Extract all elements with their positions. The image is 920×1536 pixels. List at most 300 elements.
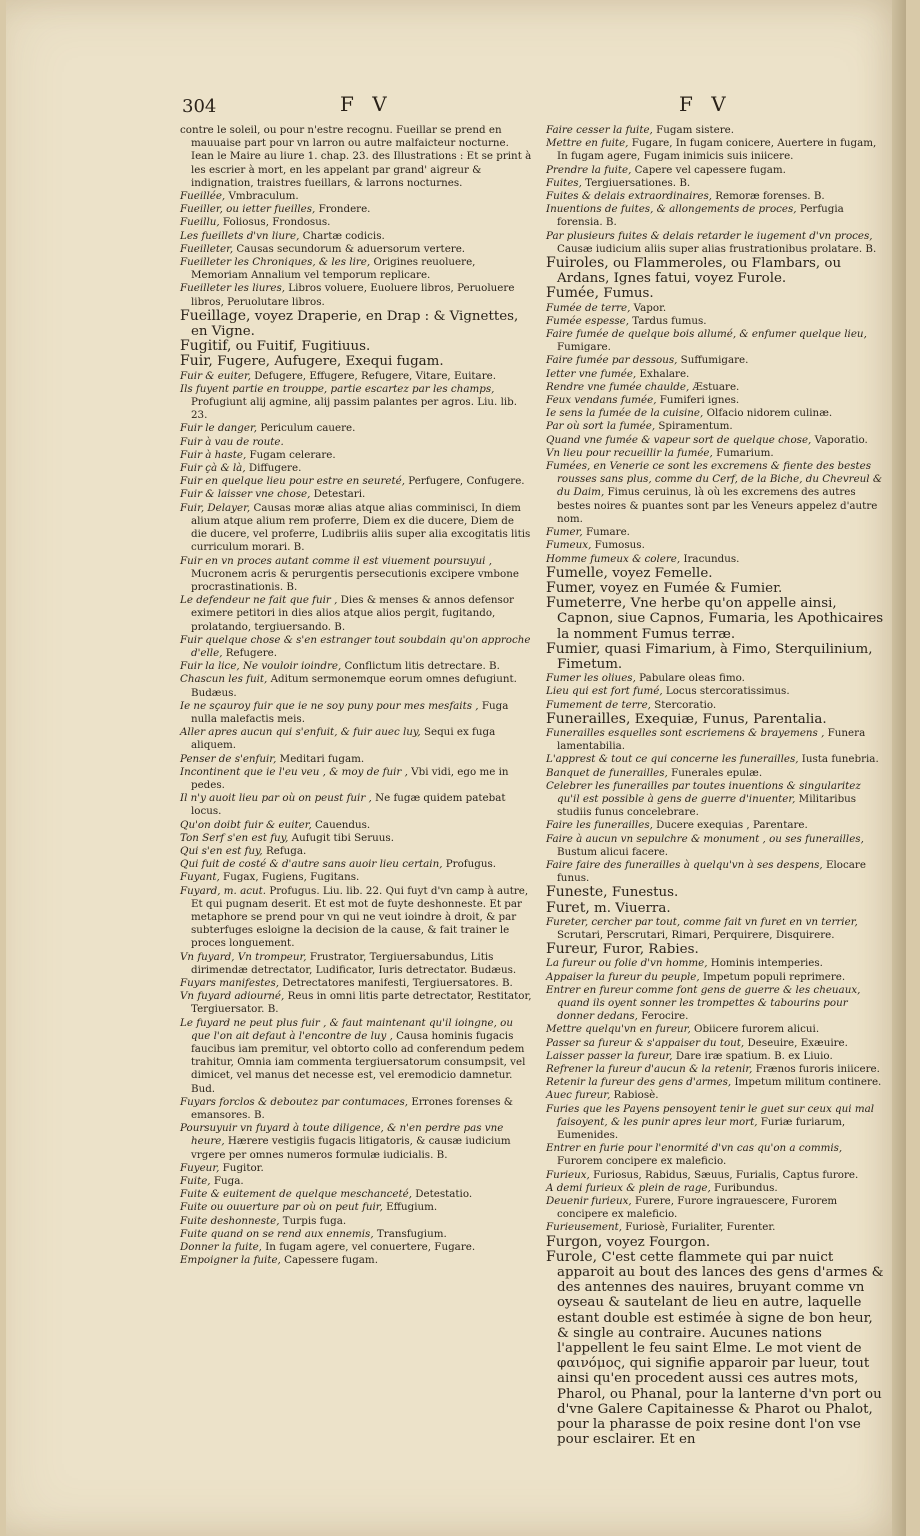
entry-text: Profugus. Liu. lib. 22. Qui fuyt d'vn camp à autre, Et qui pugnam deserit. Et est mot de fuyte deshonneste. Et par metaphore se prend pour vn qui ne veut ioindre à droit, & par subterfuges esloigne la decision de la cause, & fait trainer le proces longuement.	[191, 884, 529, 950]
entry-text: Transfugium.	[373, 1227, 447, 1240]
entry-text: Rabiosè.	[610, 1089, 659, 1102]
entry-text: Vaporatio.	[811, 433, 868, 446]
entry-text: In fugam agere, vel conuertere, Fugare.	[261, 1241, 476, 1254]
dictionary-entry	[546, 1182, 886, 1195]
entry-headword: Ie sens la fumée de la cuisine,	[546, 407, 704, 420]
entry-text: Vbi vidi, ego me in pedes.	[191, 765, 509, 791]
entry-headword: Fumeterre,	[546, 595, 627, 612]
dictionary-entry	[180, 370, 532, 383]
entry-headword: Faire les funerailles,	[546, 819, 653, 832]
entry-text: Profugus.	[442, 858, 497, 871]
dictionary-entry	[180, 1175, 532, 1188]
entry-text: Diffugere.	[245, 462, 302, 475]
entry-text: Detestari.	[310, 488, 366, 501]
entry-headword: Quand vne fumée & vapeur sort de quelque chose,	[546, 433, 812, 446]
entry-headword: Ils fuyent partie en trouppe, partie escartez par les champs,	[180, 382, 495, 395]
entry-headword: Auec fureur,	[546, 1089, 611, 1102]
dictionary-entry	[546, 1103, 886, 1143]
entry-text: Remoræ forenses. B.	[712, 190, 825, 203]
entry-text: Effugium.	[382, 1201, 438, 1214]
entry-headword: Deuenir furieux,	[546, 1195, 632, 1208]
entry-headword: Faire faire des funerailles à quelqu'vn à ses despens,	[546, 858, 823, 871]
entry-headword: Inuentions de fuites, & allongements de proces,	[546, 203, 797, 216]
entry-headword: Fuites & delais extraordinaires,	[546, 190, 713, 203]
page-number: 304	[182, 96, 217, 117]
dictionary-entry	[546, 971, 886, 984]
entry-text: Tardus fumus.	[629, 314, 707, 327]
dictionary-entry	[546, 190, 886, 203]
dictionary-entry	[180, 449, 532, 462]
entry-headword: Qui s'en est fuy,	[180, 844, 263, 857]
entry-headword: Fuir & euiter,	[180, 369, 252, 382]
entry-text: m. Viuerra.	[589, 900, 671, 916]
dictionary-entry	[546, 685, 886, 698]
dictionary-entry	[546, 901, 886, 916]
dictionary-entry	[180, 488, 532, 501]
entry-text: Militaribus studiis funus concelebrare.	[557, 792, 857, 819]
entry-headword: Fuites,	[546, 176, 582, 189]
dictionary-entry	[546, 1089, 886, 1102]
dictionary-entry	[546, 230, 886, 256]
dictionary-entry	[180, 1188, 532, 1201]
entry-headword: Vn lieu pour recueillir la fumée,	[546, 446, 713, 459]
entry-headword: Fuir çà & là,	[180, 462, 246, 475]
dictionary-entry	[180, 792, 532, 818]
entry-headword: Furies que les Payens pensoyent tenir le guet sur ceux qui mal faisoyent, & les punir apres leur mort,	[546, 1102, 875, 1128]
entry-headword: Faire cesser la fuite,	[546, 124, 653, 136]
entry-headword: Mettre quelqu'vn en fureur,	[546, 1023, 691, 1036]
dictionary-entry	[180, 634, 532, 660]
dictionary-entry	[180, 354, 532, 369]
dictionary-entry	[546, 164, 886, 177]
entry-text: Fimus ceruinus, là où les excremens des autres bestes noires & puantes sont par les Veneurs appelez d'autre nom.	[557, 486, 878, 525]
dictionary-entry	[180, 309, 532, 339]
entry-headword: Refrener la fureur d'aucun & la retenir,	[546, 1063, 753, 1076]
dictionary-entry	[546, 1023, 886, 1036]
dictionary-entry	[546, 407, 886, 420]
entry-text: Aditum sermonemque eorum omnes defugiunt. Budæus.	[191, 673, 517, 699]
right-column	[546, 124, 886, 1448]
entry-headword: Homme fumeux & colere,	[546, 552, 681, 565]
entry-text: Frænos furoris iniicere.	[752, 1063, 880, 1076]
entry-headword: Fueiller, ou ietter fueilles,	[180, 203, 316, 216]
entry-headword: Vn fuyard, Vn trompeur,	[180, 950, 307, 963]
entry-headword: Faire à aucun vn sepulchre & monument , ou ses funerailles,	[546, 832, 864, 845]
entry-text: Fumarium.	[712, 446, 774, 459]
dictionary-entry	[546, 539, 886, 552]
entry-headword: Fueillu,	[180, 216, 220, 229]
entry-headword: Funerailles,	[546, 710, 631, 727]
entry-headword: Ie ne sçauroy fuir que ie ne soy puny pour mes mesfaits ,	[180, 699, 479, 712]
entry-text: Defugere, Effugere, Refugere, Vitare, Euitare.	[251, 369, 496, 382]
entry-headword: Furgon,	[546, 1233, 603, 1250]
entry-text: Fugam sistere.	[652, 124, 735, 136]
entry-headword: Fuir quelque chose & s'en estranger tout soubdain qu'on approche d'elle,	[180, 633, 531, 659]
dictionary-entry	[180, 190, 532, 203]
entry-headword: Fuite deshonneste,	[180, 1214, 280, 1227]
dictionary-entry	[546, 460, 886, 526]
dictionary-entry	[546, 447, 886, 460]
dictionary-entry	[546, 767, 886, 780]
entry-headword: Fumer,	[546, 579, 596, 596]
dictionary-entry	[546, 1076, 886, 1089]
entry-text: Obiicere furorem alicui.	[690, 1023, 820, 1036]
entry-text: Perfugia forensia. B.	[557, 203, 844, 229]
entry-headword: Fuite,	[180, 1175, 211, 1188]
entry-text: Fugax, Fugiens, Fugitans.	[219, 871, 360, 884]
entry-text: Vne herbe qu'on appelle ainsi, Capnon, siue Capnos, Fumaria, les Apothicaires la nomment Fumus terræ.	[557, 596, 884, 642]
entry-text: Suffumigare.	[677, 354, 749, 367]
entry-text: Tergiuersationes. B.	[581, 176, 691, 189]
entry-text: Profugiunt alij agmine, alij passim palantes per agros. Liu. lib. 23.	[191, 396, 518, 422]
entry-headword: Fumée,	[546, 285, 600, 302]
dictionary-entry	[180, 726, 532, 752]
dictionary-entry	[180, 885, 532, 951]
entry-text: Hominis intemperies.	[707, 957, 823, 970]
dictionary-entry	[546, 780, 886, 820]
entry-headword: Ton Serf s'en est fuy,	[180, 831, 289, 844]
dictionary-entry	[180, 282, 532, 308]
entry-text: Æstuare.	[689, 380, 740, 393]
entry-text: Funera lamentabilia.	[557, 726, 866, 753]
entry-headword: Fuir la lice, Ne vouloir ioindre,	[180, 660, 342, 673]
entry-text: Frondere.	[315, 203, 371, 216]
entry-headword: Fuite & euitement de quelque meschanceté,	[180, 1188, 412, 1201]
entry-text: Furor, Rabies.	[598, 942, 699, 958]
entry-text: Causas secundorum & aduersorum vertere.	[233, 242, 466, 255]
entry-headword: Fumée espesse,	[546, 314, 629, 327]
dictionary-entry	[546, 137, 886, 163]
entry-headword: Fuyant,	[180, 871, 220, 884]
dictionary-entry	[180, 230, 532, 243]
entry-headword: Fumer les oliues,	[546, 672, 636, 685]
running-head-right: F V	[679, 92, 732, 116]
dictionary-entry	[180, 1162, 532, 1175]
dictionary-entry	[180, 990, 532, 1016]
dictionary-entry	[546, 302, 886, 315]
entry-headword: Fumer,	[546, 526, 583, 539]
dictionary-entry	[180, 555, 532, 595]
entry-headword: Fuir, Delayer,	[180, 501, 251, 514]
entry-headword: Celebrer les funerailles par toutes inuentions & singularitez qu'il est possible à gens de guerre d'inuenter,	[546, 779, 861, 805]
entry-text: Funestus.	[607, 885, 679, 901]
entry-headword: Qu'on doibt fuir & euiter,	[180, 818, 312, 831]
dictionary-entry	[546, 256, 886, 286]
dictionary-entry	[546, 957, 886, 970]
dictionary-entry	[546, 833, 886, 859]
dictionary-entry	[546, 859, 886, 885]
entry-text: Ferocire.	[637, 1010, 689, 1023]
entry-headword: Fueilleter les liures,	[180, 282, 286, 295]
entry-text: Deseuire, Exæuire.	[744, 1036, 848, 1049]
entry-headword: Ietter vne fumée,	[546, 367, 637, 380]
entry-text: ou Fuitif, Fugitiuus.	[231, 339, 371, 355]
entry-text: Impetum militum continere.	[731, 1076, 882, 1089]
entry-text: Furere, Furore ingrauescere, Furorem concipere ex maleficio.	[557, 1195, 838, 1221]
entry-text: Fuga nulla malefactis meis.	[191, 699, 509, 725]
entry-headword: Rendre vne fumée chaulde,	[546, 380, 690, 393]
entry-headword: Fugitif,	[180, 338, 232, 355]
entry-headword: Entrer en furie pour l'enormité d'vn cas qu'on a commis,	[546, 1142, 843, 1155]
dictionary-entry	[546, 1050, 886, 1063]
entry-text: Furibundus.	[710, 1181, 778, 1194]
entry-text: Vmbraculum.	[225, 190, 299, 203]
entry-text: contre le soleil, ou pour n'estre recognu. Fueillar se prend en mauuaise part pour vn larron ou autre malfaicteur nocturne. Iean le Maire au liure 1. chap. 23. des Illustrations : Et se print à les escrier à mort, en les appelant par grand' aigreur & indignation, traistres fueillars, & larrons nocturnes.	[180, 124, 532, 189]
dictionary-entry	[180, 977, 532, 990]
entry-headword: Fuir le danger,	[180, 422, 258, 435]
entry-text: Bustum alicui facere.	[557, 845, 669, 858]
entry-headword: Fueillage,	[180, 307, 251, 324]
dictionary-entry	[180, 1017, 532, 1096]
entry-headword: Poursuyuir vn fuyard à toute diligence, & n'en perdre pas vne heure,	[180, 1122, 504, 1148]
entry-text: Hærere vestigiis fugacis litigatoris, & causæ iudicium vrgere per omnes numeros formulæ iudicialis. B.	[191, 1135, 511, 1161]
dictionary-entry	[180, 871, 532, 884]
dictionary-entry	[180, 462, 532, 475]
entry-headword: Incontinent que ie l'eu veu , & moy de fuir ,	[180, 765, 408, 778]
entry-text: Impetum populi reprimere.	[699, 970, 846, 983]
dictionary-entry	[546, 1169, 886, 1182]
entry-headword: Le defendeur ne fait que fuir ,	[180, 594, 338, 607]
entry-text: Fugitor.	[219, 1161, 264, 1174]
dictionary-entry	[180, 1241, 532, 1254]
dictionary-entry	[546, 526, 886, 539]
entry-headword: Furet,	[546, 899, 590, 916]
dictionary-entry	[546, 203, 886, 229]
dictionary-entry	[546, 354, 886, 367]
entry-text: Origines reuoluere, Memoriam Annalium vel temporum replicare.	[191, 256, 476, 282]
dictionary-entry	[180, 673, 532, 699]
entry-text: Causa hominis fugacis faucibus iam premitur, vel obtorto collo ad conferendum pedem trahitur, Omnia iam commenta tergiuersatorum consumpsit, vel dimicet, vel manus det necesse est, vel eremodicio damnetur. Bud.	[191, 1029, 526, 1095]
entry-text: Fumigare.	[557, 341, 611, 354]
running-head-left: F V	[340, 92, 393, 116]
entry-text: Errones forenses & emansores. B.	[191, 1095, 513, 1122]
entry-text: voyez en Fumée & Fumier.	[595, 580, 783, 596]
entry-text: Furiosè, Furialiter, Furenter.	[622, 1221, 776, 1234]
entry-headword: Passer sa fureur & s'appaiser du tout,	[546, 1036, 745, 1049]
entry-text: Pabulare oleas fimo.	[635, 672, 745, 685]
dictionary-entry	[546, 368, 886, 381]
dictionary-entry	[180, 1228, 532, 1241]
dictionary-entry	[180, 339, 532, 354]
entry-headword: Le fuyard ne peut plus fuir , & faut maintenant qu'il ioingne, ou que l'on ait defaut à l'encontre de luy ,	[180, 1016, 513, 1042]
dictionary-entry	[180, 594, 532, 634]
entry-text: Periculum cauere.	[257, 422, 356, 435]
entry-text: Sequi ex fuga aliquem.	[191, 726, 496, 752]
dictionary-entry	[546, 1195, 886, 1221]
entry-text: Refugere.	[222, 646, 278, 659]
dictionary-entry	[180, 660, 532, 673]
dictionary-entry	[546, 328, 886, 354]
entry-headword: Par plusieurs fuites & delais retarder le iugement d'vn proces,	[546, 229, 873, 242]
dictionary-entry	[546, 712, 886, 727]
entry-headword: Par où sort la fumée,	[546, 420, 656, 433]
entry-headword: Fuyeur,	[180, 1161, 220, 1174]
entry-headword: Fuyard, m. acut.	[180, 884, 267, 897]
dictionary-entry	[546, 727, 886, 753]
entry-headword: Fuite ou ouuerture par où on peut fuir,	[180, 1201, 383, 1214]
dictionary-entry	[180, 766, 532, 792]
entry-headword: Qui fuit de costé & d'autre sans auoir lieu certain,	[180, 858, 443, 871]
entry-text: Cauendus.	[311, 818, 371, 831]
dictionary-entry	[180, 1215, 532, 1228]
dictionary-entry	[546, 819, 886, 832]
dictionary-entry	[180, 819, 532, 832]
book-page	[6, 0, 906, 1536]
dictionary-entry	[180, 383, 532, 423]
entry-headword: Fueilleter,	[180, 242, 234, 255]
dictionary-entry	[546, 315, 886, 328]
dictionary-entry	[546, 885, 886, 900]
entry-headword: Appaiser la fureur du peuple,	[546, 970, 700, 983]
entry-text: Fumiferi ignes.	[656, 394, 740, 407]
dictionary-entry	[546, 672, 886, 685]
entry-text: Olfacio nidorem culinæ.	[703, 407, 833, 420]
entry-headword: Lieu qui est fort fumé,	[546, 685, 663, 698]
entry-text: Fumare.	[582, 526, 630, 539]
entry-headword: Furieusement,	[546, 1221, 622, 1234]
dictionary-entry	[546, 394, 886, 407]
dictionary-entry	[546, 1142, 886, 1168]
entry-headword: Fuir,	[180, 353, 213, 370]
dictionary-entry	[546, 566, 886, 581]
entry-headword: Entrer en fureur comme font gens de guerre & les cheuaux, quand ils oyent sonner les trompettes & tabourins pour donner dedans,	[546, 983, 861, 1023]
dictionary-entry	[180, 216, 532, 229]
entry-text: Causæ iudicium aliis super alias frustrationibus prolatare. B.	[557, 242, 877, 255]
entry-headword: Prendre la fuite,	[546, 163, 632, 176]
entry-text: Exequiæ, Funus, Parentalia.	[630, 711, 827, 727]
dictionary-entry	[546, 1063, 886, 1076]
entry-text: Fumus.	[599, 286, 654, 302]
dictionary-entry	[180, 422, 532, 435]
dictionary-entry	[180, 1096, 532, 1122]
dictionary-entry	[180, 700, 532, 726]
dictionary-entry	[180, 502, 532, 555]
entry-text: Capere vel capessere fugam.	[631, 163, 786, 176]
dictionary-entry	[546, 942, 886, 957]
entry-headword: Empoigner la fuite,	[180, 1254, 281, 1267]
entry-text: Furiæ furiarum, Eumenides.	[557, 1115, 846, 1142]
dictionary-entry	[546, 581, 886, 596]
dictionary-entry	[180, 1254, 532, 1267]
dictionary-entry	[546, 124, 886, 137]
dictionary-entry	[180, 436, 532, 449]
entry-headword: Banquet de funerailles,	[546, 766, 668, 779]
dictionary-entry	[180, 475, 532, 488]
entry-text: C'est cette flammete qui par nuict apparoit au bout des lances des gens d'armes & des antennes des nauires, bruyant comme vn oyseau & sautelant de lieu en autre, laquelle estant double est estimée à signe de bon heur, & single au contraire. Aucunes nations l'appellent le feu saint Elme. Le mot vient de φαινόμος, qui signifie apparoir par lueur, tout ainsi qu'en procedent aussi ces autres mots, Pharol, ou Phanal, pour la lanterne d'vn port ou d'vne Galere Capitainesse & Pharot ou Phalot, pour la pharasse de poix resine dont l'on vse pour esclairer. Et en	[557, 1249, 884, 1448]
entry-text: Dies & menses & annos defensor eximere petitori in dies alios atque alios pergit, fugitando, prolatando, tergiuersando. B.	[191, 594, 514, 633]
entry-text: quasi Fimarium, à Fimo, Sterquilinium, Fimetum.	[557, 641, 873, 672]
entry-text: Elocare funus.	[557, 858, 866, 885]
entry-headword: Il n'y auoit lieu par où on peust fuir ,	[180, 792, 372, 805]
entry-headword: Fumement de terre,	[546, 698, 651, 711]
entry-text: voyez Draperie, en Drap : & Vignettes, en Vigne.	[191, 308, 519, 340]
entry-headword: Penser de s'enfuir,	[180, 752, 277, 765]
dictionary-entry	[546, 984, 886, 1024]
dictionary-entry	[180, 124, 532, 190]
entry-text: Fugare, In fugam conicere, Auertere in fugam, In fugam agere, Fugam inimicis suis iniicere.	[557, 137, 877, 163]
entry-text: Fugere, Aufugere, Exequi fugam.	[212, 354, 444, 370]
dictionary-entry	[180, 243, 532, 256]
entry-headword: Feux vendans fumée,	[546, 394, 657, 407]
entry-text: Detestatio.	[412, 1188, 473, 1201]
entry-text: Exhalare.	[636, 367, 690, 380]
entry-headword: Vn fuyard adiourné,	[180, 990, 285, 1003]
entry-headword: Fumée de terre,	[546, 301, 631, 314]
entry-headword: Fureter, cercher par tout, comme fait vn furet en vn terrier,	[546, 915, 858, 928]
entry-text: Stercoratio.	[650, 698, 717, 711]
entry-text: Ne fugæ quidem patebat locus.	[191, 792, 506, 818]
dictionary-entry	[180, 203, 532, 216]
dictionary-entry	[180, 858, 532, 871]
entry-headword: Fuyars manifestes,	[180, 977, 280, 989]
dictionary-entry	[546, 420, 886, 433]
entry-text: Mucronem acris & perurgentis persecutionis excipere vmbone procrastinationis. B.	[191, 567, 519, 593]
dictionary-entry	[546, 916, 886, 942]
entry-headword: Furole,	[546, 1248, 598, 1265]
entry-headword: Fuir en vn proces autant comme il est viuement poursuyui ,	[180, 554, 492, 567]
entry-text: Detrectatores manifesti, Tergiuersatores. B.	[279, 977, 513, 989]
entry-headword: Fuyars forclos & deboutez par contumaces,	[180, 1095, 409, 1108]
dictionary-entry	[546, 434, 886, 447]
entry-headword: La fureur ou folie d'vn homme,	[546, 957, 708, 970]
entry-headword: Fueillée,	[180, 190, 226, 203]
dictionary-entry	[546, 596, 886, 642]
dictionary-entry	[180, 951, 532, 977]
entry-text: Fuga.	[210, 1175, 244, 1188]
entry-headword: Mettre en fuite,	[546, 137, 629, 150]
entry-text: Iusta funebria.	[798, 753, 879, 766]
dictionary-entry	[180, 832, 532, 845]
entry-text: Perfugere, Confugere.	[405, 475, 525, 488]
entry-headword: Fuir en quelque lieu pour estre en seureté,	[180, 475, 405, 488]
dictionary-entry	[546, 177, 886, 190]
entry-text: Aufugit tibi Seruus.	[288, 831, 394, 844]
dictionary-entry	[546, 1235, 886, 1250]
entry-text: Ducere exequias , Parentare.	[652, 819, 808, 832]
entry-text: Causas moræ alias atque alias comminisci, In diem alium atque alium rem proferre, Diem ex die ducere, Diem de die ducere, vel proferre, Ludibriis aliis super alia excogitatis litis curriculum morari. B.	[191, 501, 531, 554]
entry-text: Dare iræ spatium. B. ex Liuio.	[672, 1049, 833, 1062]
entry-text: Frustrator, Tergiuersabundus, Litis dirimendæ detrectator, Ludificator, Iuris detrectator. Budæus.	[191, 950, 517, 976]
dictionary-entry	[546, 1037, 886, 1050]
entry-text: Refuga.	[262, 844, 307, 857]
entry-text: Funerales epulæ.	[667, 766, 763, 779]
entry-text: Chartæ codicis.	[299, 229, 385, 242]
entry-text: Furorem concipere ex maleficio.	[557, 1155, 727, 1168]
entry-headword: Fumeux,	[546, 539, 592, 552]
entry-headword: Fumier,	[546, 640, 601, 657]
entry-text: Fugam celerare.	[246, 448, 336, 461]
entry-headword: Chascun les fuit,	[180, 673, 268, 686]
entry-text: Spiramentum.	[655, 420, 733, 433]
entry-headword: Faire fumée de quelque bois allumé, & enfumer quelque lieu,	[546, 328, 867, 341]
entry-text: Vapor.	[630, 301, 667, 314]
entry-headword: Fuir à haste,	[180, 448, 247, 461]
entry-headword: Laisser passer la fureur,	[546, 1049, 673, 1062]
entry-headword: Fureur,	[546, 941, 599, 958]
entry-headword: Funerailles esquelles sont escriemens & brayemens ,	[546, 726, 825, 739]
entry-text: Turpis fuga.	[279, 1214, 347, 1227]
entry-text: Locus stercoratissimus.	[662, 685, 790, 698]
dictionary-entry	[180, 1201, 532, 1214]
entry-headword: Les fueillets d'vn liure,	[180, 229, 300, 242]
entry-headword: Fumées, en Venerie ce sont les excremens & fiente des bestes rousses sans plus, comme du Cerf, de la Biche, du Chevreul & du Daim,	[546, 460, 883, 499]
entry-headword: Aller apres aucun qui s'enfuit, & fuir auec luy,	[180, 726, 421, 739]
entry-headword: Retenir la fureur des gens d'armes,	[546, 1076, 732, 1089]
entry-headword: Fuir & laisser vne chose,	[180, 488, 311, 501]
dictionary-entry	[546, 286, 886, 301]
dictionary-entry	[180, 256, 532, 282]
adjacent-page-edge	[892, 0, 906, 1536]
